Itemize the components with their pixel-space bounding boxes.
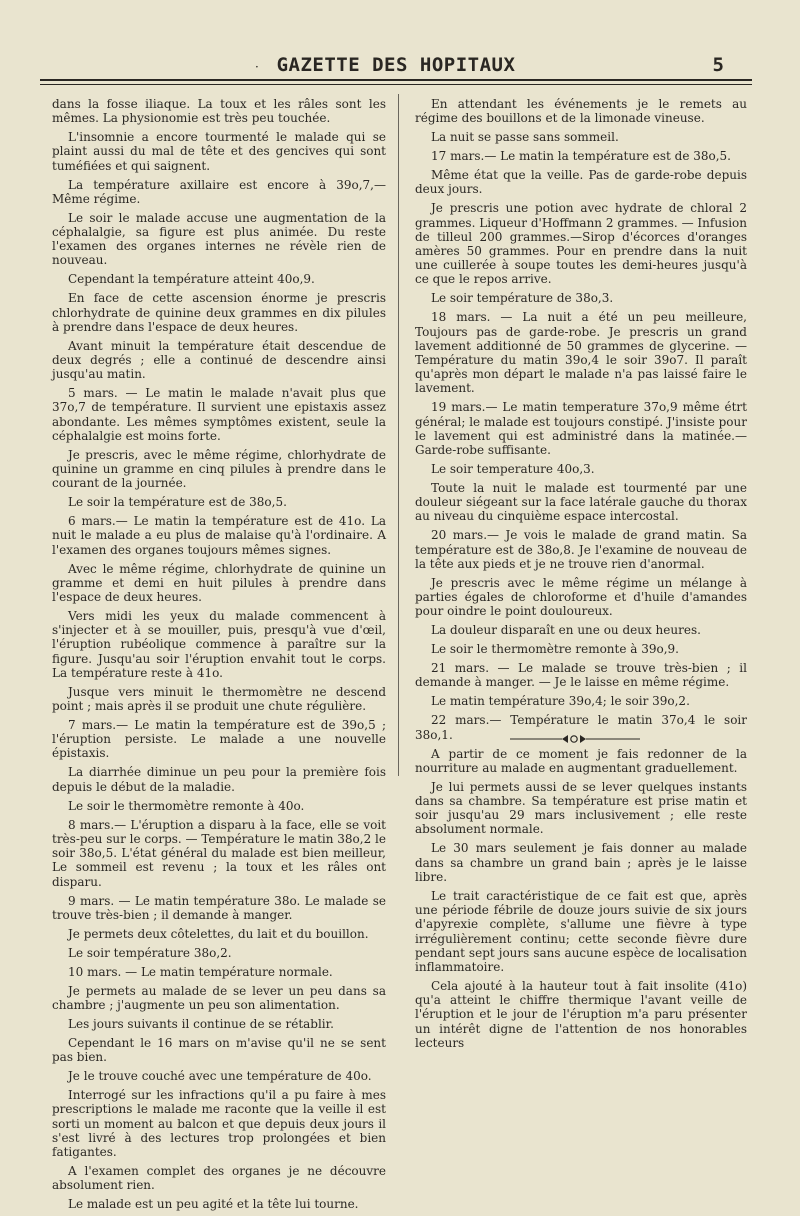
paragraph: Le malade est un peu agité et la tête lui tourne. — [68, 1197, 359, 1212]
paragraph: Cependant la température atteint 40o,9. — [68, 272, 315, 287]
paragraph: Interrogé sur les infractions qu'il a pu faire à mes prescriptions le malade me raconte que la veille il est sorti un moment au balcon et que depuis deux jours il s'est livré à des lectures trop prolongées et bien fatigantes. — [52, 1088, 386, 1159]
paragraph: La température axillaire est encore à 39o,7,—Même régime. — [52, 177, 386, 206]
paragraph: En face de cette ascension énorme je prescris chlorhydrate de quinine deux grammes en dix pilules à prendre dans l'espace de deux heures. — [52, 291, 386, 334]
paragraph: 19 mars.— Le matin temperature 37o,9 même étrt général; le malade est toujours constipé. J'insiste pour le lavement qui est administré dans la matinée.— Garde-robe suffisante. — [415, 400, 747, 458]
paragraph: Vers midi les yeux du malade commencent à s'injecter et à se mouiller, puis, presqu'à vue d'œil, l'éruption rubéolique commence à paraître sur la figure. Jusqu'au soir l'éruption envahit tout le corps. La température reste à 41o. — [52, 609, 386, 680]
paragraph: 8 mars.— L'éruption a disparu à la face, elle se voit très-peu sur le corps. — Température le matin 38o,2 le soir 38o,5. L'état général du malade est bien meilleur, Le sommeil est revenu ; la toux et les râles ont disparu. — [52, 817, 386, 889]
paragraph: Toute la nuit le malade est tourmenté par une douleur siégeant sur la face latérale gauche du thorax au niveau du cinquième espace intercostal. — [415, 481, 747, 524]
journal-title: GAZETTE DES HOPITAUX — [276, 54, 516, 76]
paragraph: 10 mars. — Le matin température normale. — [68, 964, 333, 979]
right-column — [415, 97, 747, 1055]
paragraph: Le soir le thermomètre remonte à 40o. — [68, 798, 305, 813]
paragraph: Le soir la température est de 38o,5. — [68, 495, 287, 510]
paragraph: Je permets au malade de se lever un peu dans sa chambre ; j'augmente un peu son alimentation. — [52, 983, 386, 1012]
paragraph: 20 mars.— Je vois le malade de grand matin. Sa température est de 38o,8. Je l'examine de nouveau de la tête aux pieds et je ne trouve rien d'anormal. — [415, 528, 747, 571]
paragraph: Le soir température de 38o,3. — [431, 291, 614, 306]
paragraph: Je prescris avec le même régime un mélange à parties égales de chloroforme et d'huile d'amandes pour oindre le point douloureux. — [415, 575, 747, 619]
paragraph: Cependant le 16 mars on m'avise qu'il ne se sent pas bien. — [52, 1035, 386, 1065]
paragraph: Avec le même régime, chlorhydrate de quinine un gramme et demi en huit pilules à prendre dans l'espace de deux heures. — [52, 561, 386, 605]
paragraph: Les jours suivants il continue de se rétablir. — [68, 1016, 334, 1031]
paragraph: 17 mars.— Le matin la température est de 38o,5. — [431, 149, 731, 164]
paragraph: 7 mars.— Le matin la température est de 39o,5 ; l'éruption persiste. Le malade a une nouvelle épistaxis. — [52, 718, 386, 761]
header-rule-thick — [40, 79, 752, 81]
paragraph: Le matin température 39o,4; le soir 39o,2. — [431, 694, 690, 709]
page-header — [40, 52, 752, 80]
paragraph: 5 mars. — Le matin le malade n'avait plus que 37o,7 de température. Il survient une epistaxis assez abondante. Les mêmes symptômes existent, seule la céphalalgie est moins forte. — [52, 386, 386, 443]
paragraph: A l'examen complet des organes je ne découvre absolument rien. — [52, 1163, 386, 1193]
paragraph: A partir de ce moment je fais redonner de la nourriture au malade en augmentant graduellement. — [415, 746, 747, 775]
paragraph: Jusque vers minuit le thermomètre ne descend point ; mais après il se produit une chute régulière. — [52, 684, 386, 714]
paragraph: Cela ajouté à la hauteur tout à fait insolite (41o) qu'a atteint le chiffre thermique l'avant veille de l'éruption et le jour de l'éruption m'a paru présenter un intérêt digne de l'attention de nos honorables lecteurs — [415, 978, 747, 1050]
paragraph: Avant minuit la température était descendue de deux degrés ; elle a continué de descendre ainsi jusqu'au matin. — [52, 338, 386, 382]
paragraph: 9 mars. — Le matin température 38o. Le malade se trouve très-bien ; il demande à manger. — [52, 893, 386, 922]
paragraph: Le soir le thermomètre remonte à 39o,9. — [431, 642, 679, 657]
paragraph: Le 30 mars seulement je fais donner au malade dans sa chambre un grand bain ; après je le laisse libre. — [415, 841, 747, 884]
paragraph: Je permets deux côtelettes, du lait et du bouillon. — [68, 926, 369, 941]
end-ornament-icon — [510, 732, 640, 746]
paragraph: La diarrhée diminue un peu pour la première fois depuis le début de la maladie. — [52, 765, 386, 794]
paragraph: La douleur disparaît en une ou deux heures. — [431, 623, 701, 638]
paragraph: L'insomnie a encore tourmenté le malade qui se plaint aussi du mal de tête et des gencives qui sont tuméfiées et qui saignent. — [52, 130, 386, 173]
paragraph: Je prescris, avec le même régime, chlorhydrate de quinine un gramme en cinq pilules à prendre dans le courant de la journée. — [52, 447, 386, 491]
paragraph: Le trait caractéristique de ce fait est que, après une période fébrile de douze jours suivie de six jours d'apyrexie complète, s'allume une fièvre à type irrégulièrement continu; cette seconde fièvre dure pendant sept jours sans aucune espèce de localisation inflammatoire. — [415, 888, 747, 974]
paragraph: 22 mars.— Température le matin 37o,4 le soir 38o,1. — [415, 713, 747, 742]
paragraph: Je prescris une potion avec hydrate de chloral 2 grammes. Liqueur d'Hoffmann 2 grammes. — Infusion de tilleul 200 grammes.—Sirop d'écorces d'oranges amères 50 grammes. Pour en prendre dans la nuit une cuillerée à soupe toutes les demi-heures jusqu'à ce que le repos arrive. — [415, 201, 747, 287]
page-number: 5 — [712, 54, 724, 76]
paragraph: En attendant les événements je le remets au régime des bouillons et de la limonade vineuse. — [415, 97, 747, 126]
paragraph: La nuit se passe sans sommeil. — [431, 130, 619, 145]
paragraph: Je le trouve couché avec une température de 40o. — [68, 1069, 372, 1084]
paragraph: dans la fosse iliaque. La toux et les râles sont les mêmes. La physionomie est très peu touchée. — [52, 97, 386, 126]
paragraph: Le soir température 38o,2. — [68, 945, 232, 960]
paragraph: 6 mars.— Le matin la température est de 41o. La nuit le malade a eu plus de malaise qu'à l'ordinaire. A l'examen des organes toujours mêmes signes. — [52, 514, 386, 557]
paragraph: Le soir le malade accuse une augmentation de la céphalalgie, sa figure est plus animée. Du reste l'examen des organes internes ne révèle rien de nouveau. — [52, 210, 386, 268]
paragraph: 18 mars. — La nuit a été un peu meilleure, Toujours pas de garde-robe. Je prescris un grand lavement additionné de 50 grammes de glycerine. — Température du matin 39o,4 le soir 39o7. Il paraît qu'après mon départ le malade n'a pas laissé faire le lavement. — [415, 310, 747, 396]
left-column — [52, 97, 386, 1216]
paragraph: Le soir temperature 40o,3. — [431, 462, 595, 477]
header-rule-thin — [40, 84, 752, 85]
paragraph: 21 mars. — Le malade se trouve très-bien ; il demande à manger. — Je le laisse en même régime. — [415, 661, 747, 690]
column-divider — [398, 94, 399, 776]
header-dot: · — [255, 60, 259, 74]
paragraph: Je lui permets aussi de se lever quelques instants dans sa chambre. Sa température est prise matin et soir jusqu'au 29 mars inclusivement ; elle reste absolument normale. — [415, 779, 747, 837]
paragraph: Même état que la veille. Pas de garde-robe depuis deux jours. — [415, 168, 747, 197]
